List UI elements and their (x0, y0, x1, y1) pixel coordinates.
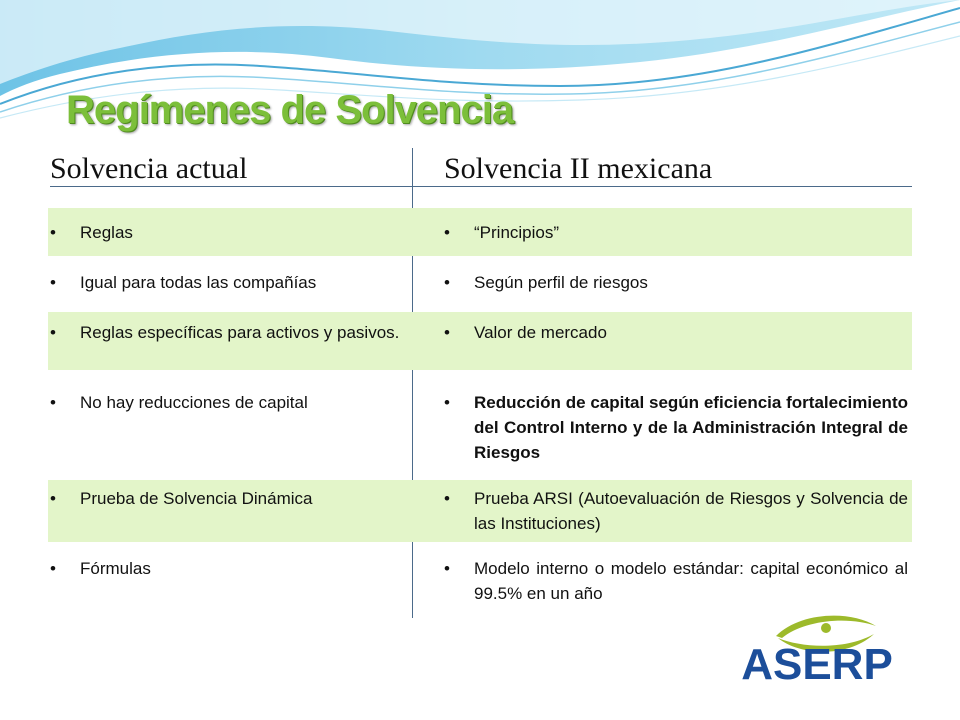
bullet: • (444, 393, 450, 412)
right-cell (442, 270, 908, 295)
left-item-text: Fórmulas (80, 559, 151, 578)
bullet: • (444, 273, 450, 292)
comparison-row (48, 208, 912, 256)
left-cell (48, 320, 400, 345)
left-cell (48, 220, 400, 245)
right-cell (442, 220, 908, 245)
bullet: • (444, 559, 450, 578)
aserp-logo-text: ASERP (741, 640, 893, 689)
comparison-row (48, 378, 912, 474)
header-divider (50, 186, 912, 187)
right-item-text: Prueba ARSI (Autoevaluación de Riesgos y Solvencia de las Instituciones) (474, 489, 908, 533)
left-item-text: Igual para todas las compañías (80, 273, 317, 292)
bullet: • (50, 393, 56, 412)
right-cell (442, 320, 908, 345)
comparison-row (48, 312, 912, 370)
bullet: • (50, 273, 56, 292)
right-item-text: “Principios” (474, 223, 560, 242)
bullet: • (50, 223, 56, 242)
left-cell (48, 270, 400, 295)
bullet: • (444, 323, 450, 342)
comparison-row (48, 480, 912, 542)
left-cell (48, 390, 400, 415)
bullet: • (50, 559, 56, 578)
right-cell (442, 556, 908, 606)
left-cell (48, 556, 400, 581)
left-item-text: Reglas específicas para activos y pasivos. (80, 323, 400, 342)
column-header-solvency-ii: Solvencia II mexicana (444, 152, 713, 185)
right-cell (442, 486, 908, 536)
left-cell (48, 486, 400, 511)
right-item-text: Reducción de capital según eficiencia fortalecimiento del Control Interno y de la Administración Integral de Riesgos (474, 393, 908, 462)
comparison-row (48, 258, 912, 310)
left-item-text: No hay reducciones de capital (80, 393, 308, 412)
comparison-row (48, 546, 912, 610)
bullet: • (50, 489, 56, 508)
bullet: • (50, 323, 56, 342)
bullet: • (444, 223, 450, 242)
right-item-text: Modelo interno o modelo estándar: capital económico al 99.5% en un año (474, 559, 908, 603)
bullet: • (444, 489, 450, 508)
left-item-text: Reglas (80, 223, 133, 242)
right-item-text: Según perfil de riesgos (474, 273, 648, 292)
column-header-current: Solvencia actual (50, 152, 248, 185)
slide-title: Regímenes de Solvencia (66, 88, 514, 132)
right-cell (442, 390, 908, 465)
left-item-text: Prueba de Solvencia Dinámica (80, 489, 313, 508)
right-item-text: Valor de mercado (474, 323, 607, 342)
